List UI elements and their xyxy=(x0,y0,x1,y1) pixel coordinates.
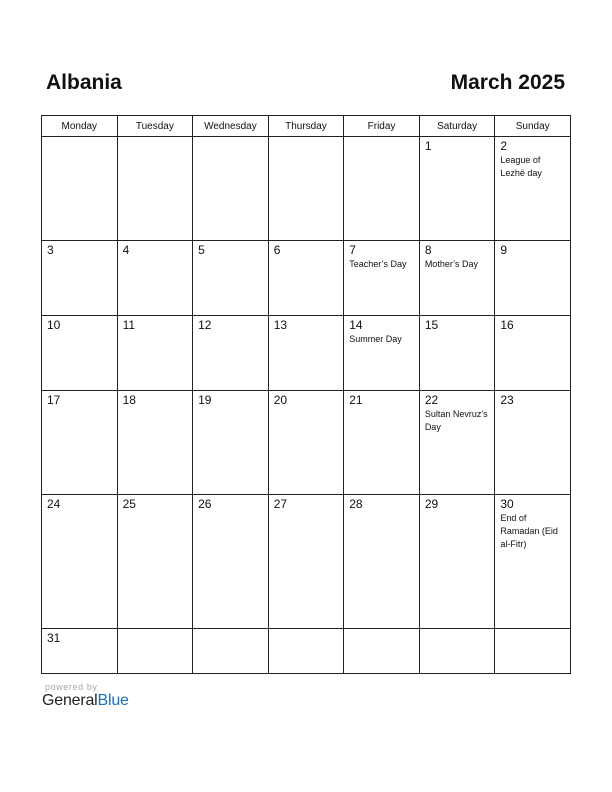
day-number: 30 xyxy=(500,496,514,511)
day-number: 8 xyxy=(424,243,432,258)
week-row xyxy=(42,494,571,628)
day-cell xyxy=(419,315,495,390)
day-cell xyxy=(42,241,118,316)
day-number: 23 xyxy=(500,392,514,407)
day-cell xyxy=(117,241,193,316)
day-cell xyxy=(344,241,420,316)
day-number: 10 xyxy=(47,317,61,332)
day-cell xyxy=(193,241,269,316)
day-cell xyxy=(268,137,344,241)
day-number: 1 xyxy=(424,139,432,153)
holiday-label: League of Lezhë day xyxy=(500,155,542,178)
country-title: Albania xyxy=(46,71,122,94)
day-cell xyxy=(193,315,269,390)
day-cell xyxy=(42,628,118,673)
weekday-tuesday: Tuesday xyxy=(117,116,193,137)
day-number: 24 xyxy=(47,496,61,511)
week-row xyxy=(42,315,571,390)
day-cell xyxy=(117,494,193,628)
week-row xyxy=(42,241,571,316)
day-cell xyxy=(495,241,571,316)
day-number: 13 xyxy=(273,317,288,332)
day-cell xyxy=(495,137,571,241)
day-cell xyxy=(344,628,420,673)
day-number: 28 xyxy=(349,496,363,511)
day-cell xyxy=(419,494,495,628)
day-cell xyxy=(117,315,193,390)
day-cell xyxy=(495,315,571,390)
week-row xyxy=(42,137,571,241)
weekday-wednesday: Wednesday xyxy=(193,116,269,137)
day-cell xyxy=(42,315,118,390)
day-cell xyxy=(193,137,269,241)
day-number: 29 xyxy=(424,496,439,511)
day-cell xyxy=(268,494,344,628)
day-number: 7 xyxy=(349,243,356,258)
month-title: March 2025 xyxy=(450,71,565,94)
day-cell xyxy=(42,390,118,494)
day-cell xyxy=(268,315,344,390)
day-cell xyxy=(268,628,344,673)
day-cell xyxy=(419,628,495,673)
holiday-label: Sultan Nevruz’s Day xyxy=(424,408,488,432)
day-number: 5 xyxy=(198,243,205,258)
day-number: 2 xyxy=(500,139,508,153)
logo-blue-text: Blue xyxy=(97,692,129,709)
day-number: 25 xyxy=(122,496,136,511)
day-number: 20 xyxy=(273,392,288,407)
day-cell xyxy=(117,390,193,494)
day-number: 12 xyxy=(198,317,212,332)
day-cell xyxy=(344,315,420,390)
day-cell xyxy=(117,137,193,241)
day-cell xyxy=(268,241,344,316)
weekday-header-row xyxy=(42,116,571,137)
day-number: 3 xyxy=(47,243,54,258)
day-number: 19 xyxy=(198,392,212,407)
day-number: 16 xyxy=(500,317,514,332)
day-number: 11 xyxy=(122,317,136,332)
day-number: 18 xyxy=(122,392,136,407)
day-number: 27 xyxy=(273,496,288,511)
weekday-friday: Friday xyxy=(344,116,420,137)
day-cell xyxy=(495,390,571,494)
day-cell xyxy=(495,628,571,673)
generalblue-logo[interactable] xyxy=(42,692,129,710)
weekday-monday: Monday xyxy=(42,116,118,137)
day-cell xyxy=(344,137,420,241)
holiday-label: Summer Day xyxy=(349,333,402,344)
day-cell xyxy=(42,494,118,628)
day-cell xyxy=(193,390,269,494)
footer xyxy=(42,682,129,710)
day-cell xyxy=(42,137,118,241)
weekday-thursday: Thursday xyxy=(268,116,344,137)
day-number: 6 xyxy=(273,243,281,258)
logo-general-text: General xyxy=(42,692,98,709)
day-cell xyxy=(344,494,420,628)
day-cell xyxy=(344,390,420,494)
holiday-label: Mother’s Day xyxy=(424,259,478,270)
day-cell xyxy=(495,494,571,628)
day-cell xyxy=(268,390,344,494)
day-number: 31 xyxy=(47,630,61,645)
holiday-label: Teacher’s Day xyxy=(349,259,407,270)
day-number: 9 xyxy=(500,243,508,258)
week-row xyxy=(42,390,571,494)
day-number: 22 xyxy=(424,392,439,407)
day-cell xyxy=(419,137,495,241)
day-cell xyxy=(419,241,495,316)
week-row xyxy=(42,628,571,673)
day-number: 26 xyxy=(198,496,212,511)
day-number: 21 xyxy=(349,392,363,407)
weekday-sunday: Sunday xyxy=(495,116,571,137)
weekday-saturday: Saturday xyxy=(419,116,495,137)
powered-by-text: powered by xyxy=(45,682,98,692)
day-cell xyxy=(117,628,193,673)
day-number: 4 xyxy=(122,243,130,258)
day-cell xyxy=(193,628,269,673)
holiday-label: End of Ramadan (Eid al-Fitr) xyxy=(500,512,558,549)
day-cell xyxy=(419,390,495,494)
day-cell xyxy=(193,494,269,628)
calendar-grid xyxy=(41,115,571,674)
day-number: 14 xyxy=(349,317,363,332)
day-number: 17 xyxy=(47,392,61,407)
day-number: 15 xyxy=(424,317,439,332)
